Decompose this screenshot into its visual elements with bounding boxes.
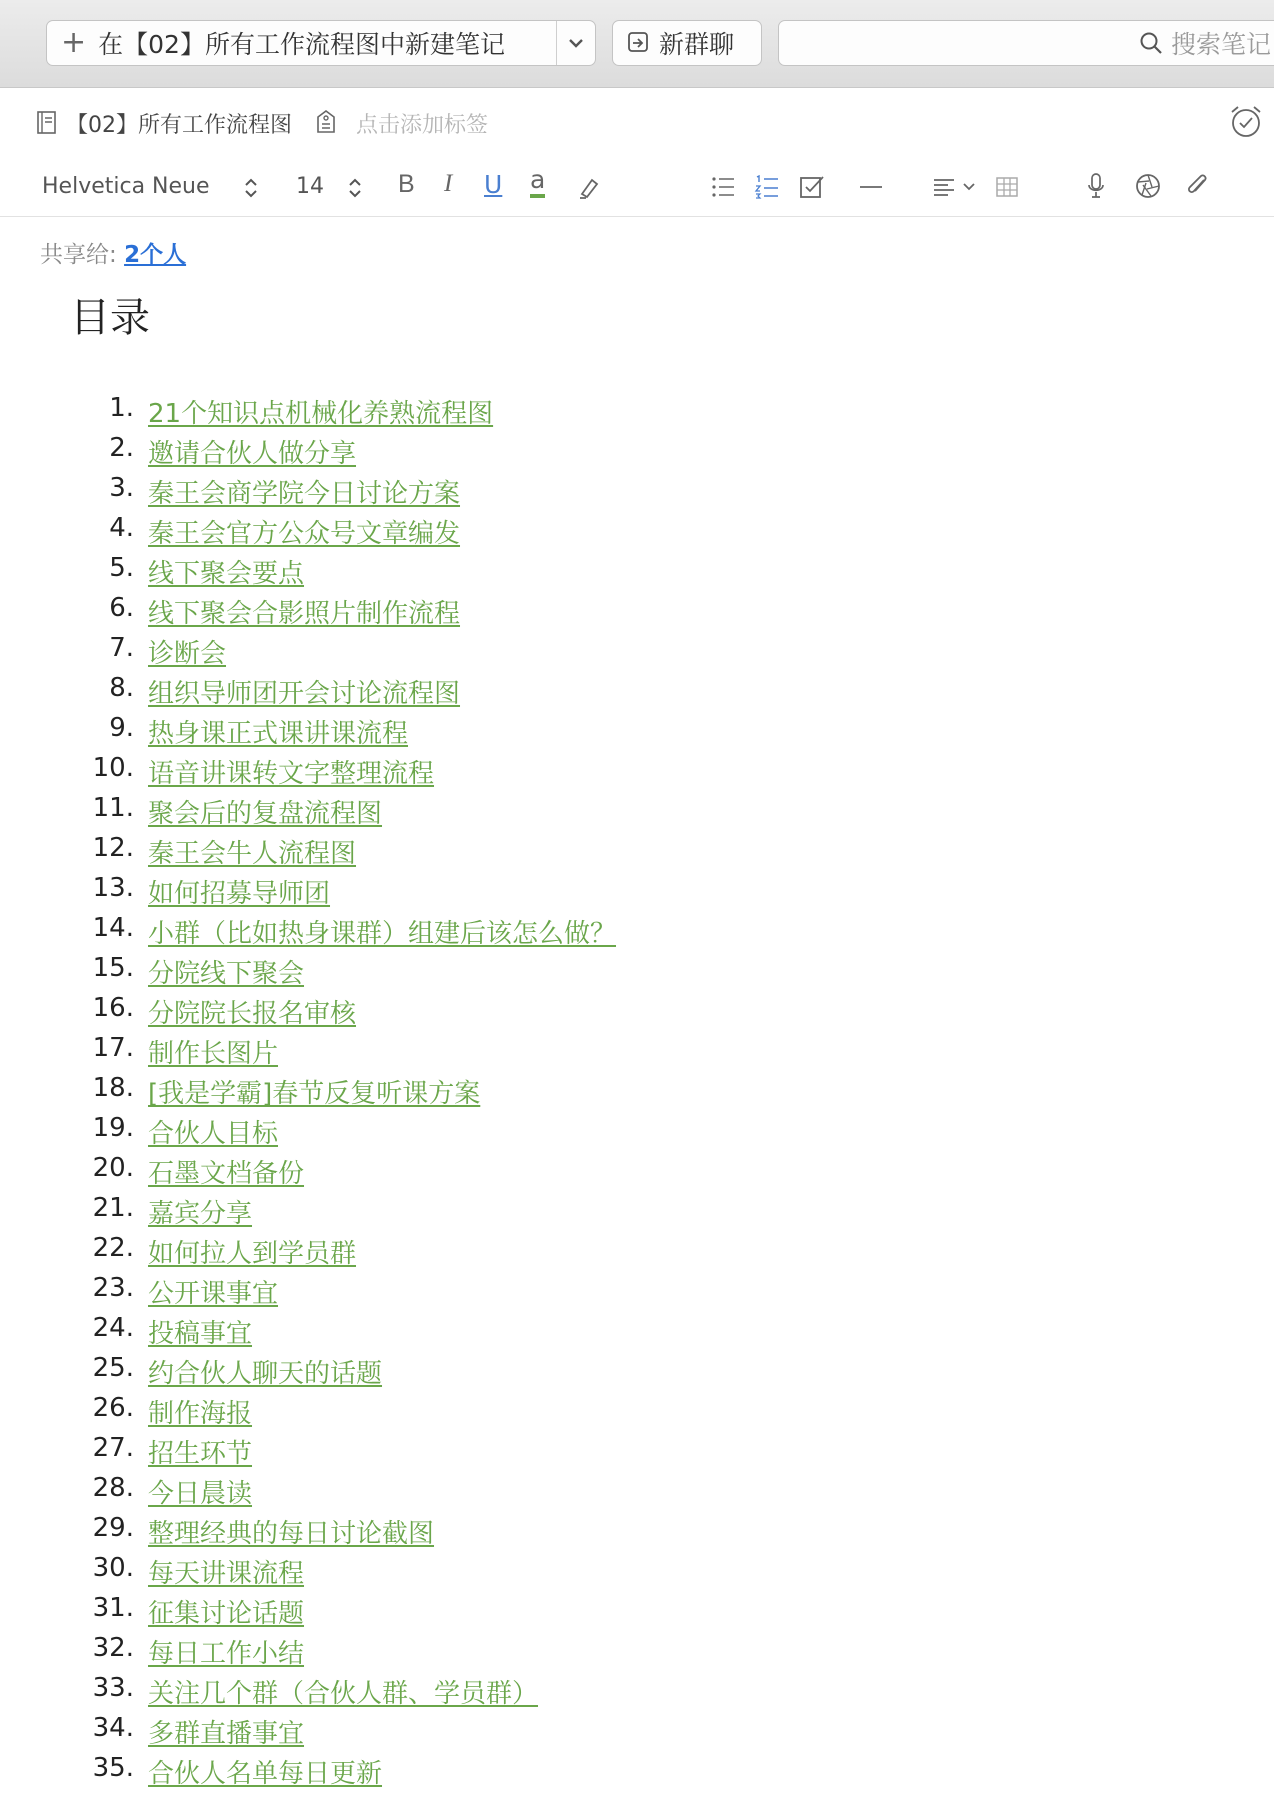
- toc-item-number: 26.: [92, 1393, 134, 1423]
- group-chat-label: 新群聊: [659, 30, 735, 59]
- camera-shutter-icon[interactable]: [1134, 172, 1162, 200]
- align-left-icon[interactable]: [932, 174, 958, 200]
- share-chat-icon: [627, 31, 649, 55]
- highlighter-icon[interactable]: [576, 174, 602, 200]
- toc-item-link[interactable]: 每天讲课流程: [148, 1559, 305, 1589]
- toc-item-link[interactable]: 征集讨论话题: [148, 1599, 305, 1629]
- document-title[interactable]: 目录: [70, 295, 150, 341]
- toc-item-number: 15.: [92, 953, 134, 983]
- toc-item-link[interactable]: 秦王会商学院今日讨论方案: [148, 479, 461, 509]
- note-info-row: [0, 100, 1274, 146]
- toc-item-number: 13.: [92, 873, 134, 903]
- toc-item-number: 6.: [109, 593, 134, 623]
- new-note-button[interactable]: [46, 20, 596, 66]
- toc-item-link[interactable]: 小群（比如热身课群）组建后该怎么做？: [148, 919, 617, 949]
- toc-item-link[interactable]: 约合伙人聊天的话题: [148, 1359, 383, 1389]
- toc-item-number: 12.: [92, 833, 134, 863]
- table-icon[interactable]: [994, 174, 1020, 200]
- font-size-stepper-icon[interactable]: [348, 176, 362, 200]
- chevron-down-icon: [568, 38, 584, 48]
- toc-item-number: 2.: [109, 433, 134, 463]
- toc-item-link[interactable]: 诊断会: [148, 639, 227, 669]
- toc-item-number: 25.: [92, 1353, 134, 1383]
- toc-item-link[interactable]: 合伙人目标: [148, 1119, 279, 1149]
- toc-item-link[interactable]: 分院线下聚会: [148, 959, 305, 989]
- toc-item-link[interactable]: 今日晨读: [148, 1479, 253, 1509]
- toc-item-link[interactable]: 秦王会官方公众号文章编发: [148, 519, 461, 549]
- toc-item-number: 29.: [92, 1513, 134, 1543]
- alarm-clock-icon[interactable]: [1228, 104, 1264, 140]
- toc-item-number: 3.: [109, 473, 134, 503]
- toc-item-number: 27.: [92, 1433, 134, 1463]
- toc-item-link[interactable]: 制作长图片: [148, 1039, 279, 1069]
- new-note-label: 在【02】所有工作流程图中新建笔记: [98, 30, 505, 59]
- toc-item-link[interactable]: 邀请合伙人做分享: [148, 439, 357, 469]
- font-size-select[interactable]: 14: [296, 174, 324, 199]
- new-group-chat-button[interactable]: [612, 20, 762, 66]
- tag-icon[interactable]: [315, 109, 337, 135]
- toc-item-link[interactable]: 投稿事宜: [148, 1319, 253, 1349]
- toc-item-number: 16.: [92, 993, 134, 1023]
- toc-item-link[interactable]: 嘉宾分享: [148, 1199, 253, 1229]
- search-placeholder: 搜索笔记: [1171, 30, 1272, 59]
- toc-item-link[interactable]: 分院院长报名审核: [148, 999, 357, 1029]
- toc-item-number: 9.: [109, 713, 134, 743]
- toc-item-number: 8.: [109, 673, 134, 703]
- toc-item-number: 35.: [92, 1753, 134, 1783]
- toc-item-link[interactable]: 组织导师团开会讨论流程图: [148, 679, 461, 709]
- toc-item-number: 20.: [92, 1153, 134, 1183]
- plus-icon: +: [61, 25, 87, 60]
- toc-item-link[interactable]: 关注几个群（合伙人群、学员群）: [148, 1679, 539, 1709]
- font-family-stepper-icon[interactable]: [244, 176, 258, 200]
- toc-item-link[interactable]: 招生环节: [148, 1439, 253, 1469]
- toc-item-link[interactable]: 21个知识点机械化养熟流程图: [148, 399, 494, 429]
- toc-item-link[interactable]: 公开课事宜: [148, 1279, 279, 1309]
- toc-item-number: 30.: [92, 1553, 134, 1583]
- search-icon: [1139, 31, 1163, 55]
- underline-button[interactable]: U: [484, 170, 503, 199]
- bold-button[interactable]: B: [398, 170, 415, 198]
- notebook-name[interactable]: 【02】所有工作流程图: [66, 113, 292, 138]
- checkbox-icon[interactable]: [798, 173, 826, 201]
- toc-item-number: 14.: [92, 913, 134, 943]
- toc-item-link[interactable]: 整理经典的每日讨论截图: [148, 1519, 435, 1549]
- new-note-dropdown[interactable]: [556, 21, 595, 65]
- toc-item-number: 32.: [92, 1633, 134, 1663]
- toc-item-link[interactable]: 每日工作小结: [148, 1639, 305, 1669]
- top-toolbar: [0, 0, 1274, 88]
- toc-item-link[interactable]: 语音讲课转文字整理流程: [148, 759, 435, 789]
- share-label: 共享给:: [40, 242, 125, 268]
- add-tag-input[interactable]: 点击添加标签: [356, 113, 489, 138]
- toc-item-link[interactable]: 制作海报: [148, 1399, 253, 1429]
- toc-item-number: 17.: [92, 1033, 134, 1063]
- format-toolbar: [0, 160, 1274, 217]
- share-info: [40, 236, 186, 269]
- toc-item-number: 18.: [92, 1073, 134, 1103]
- toc-item-link[interactable]: 聚会后的复盘流程图: [148, 799, 383, 829]
- new-note-main[interactable]: [47, 21, 556, 65]
- toc-item-number: 7.: [109, 633, 134, 663]
- text-color-button[interactable]: a: [530, 166, 545, 198]
- toc-item-number: 19.: [92, 1113, 134, 1143]
- toc-item-number: 11.: [92, 793, 134, 823]
- toc-item-number: 23.: [92, 1273, 134, 1303]
- toc-item-link[interactable]: 合伙人名单每日更新: [148, 1759, 383, 1789]
- toc-item-link[interactable]: 石墨文档备份: [148, 1159, 305, 1189]
- toc-item-number: 24.: [92, 1313, 134, 1343]
- toc-item-number: 5.: [109, 553, 134, 583]
- toc-item-number: 28.: [92, 1473, 134, 1503]
- toc-item-number: 21.: [92, 1193, 134, 1223]
- search-input[interactable]: [778, 20, 1274, 66]
- bullet-list-icon[interactable]: [710, 174, 736, 200]
- italic-button[interactable]: I: [444, 170, 453, 197]
- toc-item-link[interactable]: 秦王会牛人流程图: [148, 839, 357, 869]
- shared-people-link[interactable]: 2个人: [124, 242, 187, 268]
- toc-item-number: 10.: [92, 753, 134, 783]
- toc-item-link[interactable]: 线下聚会要点: [148, 559, 305, 589]
- paperclip-icon[interactable]: [1184, 172, 1212, 200]
- toc-item-link[interactable]: 热身课正式课讲课流程: [148, 719, 409, 749]
- toc-item-number: 33.: [92, 1673, 134, 1703]
- microphone-icon[interactable]: [1086, 172, 1106, 200]
- toc-item-link[interactable]: 如何拉人到学员群: [148, 1239, 357, 1269]
- numbered-list-icon[interactable]: [754, 174, 780, 200]
- toc-item-link[interactable]: [我是学霸]春节反复听课方案: [148, 1079, 481, 1109]
- toc-item-link[interactable]: 如何招募导师团: [148, 879, 331, 909]
- toc-item-link[interactable]: 线下聚会合影照片制作流程: [148, 599, 461, 629]
- align-dropdown-chevron-icon[interactable]: [962, 182, 976, 192]
- toc-item-number: 31.: [92, 1593, 134, 1623]
- toc-item-link[interactable]: 多群直播事宜: [148, 1719, 305, 1749]
- horizontal-rule-icon[interactable]: [858, 174, 884, 200]
- toc-item-number: 34.: [92, 1713, 134, 1743]
- toc-item-number: 1.: [109, 393, 134, 423]
- notebook-icon[interactable]: [36, 110, 58, 136]
- toc-item-number: 4.: [109, 513, 134, 543]
- toc-item-number: 22.: [92, 1233, 134, 1263]
- font-family-select[interactable]: Helvetica Neue: [42, 174, 210, 199]
